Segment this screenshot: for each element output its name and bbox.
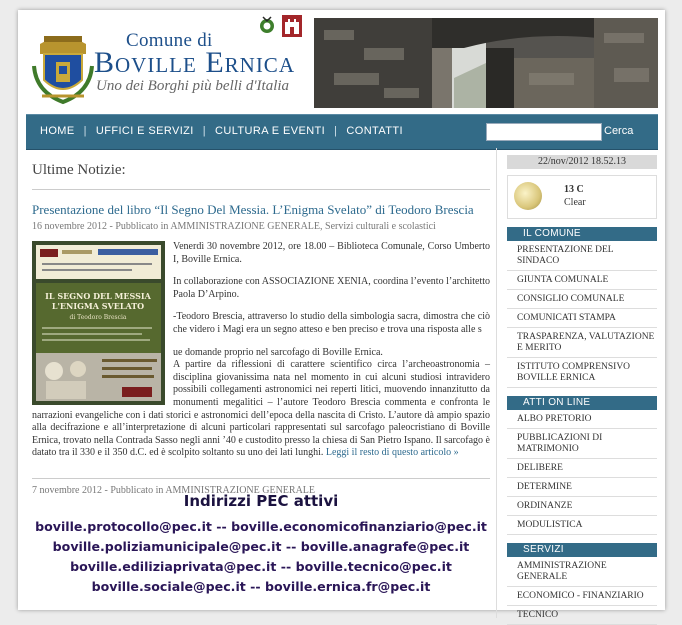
news-column (32, 162, 490, 496)
pec-addresses-banner (32, 492, 490, 597)
svg-text:IL SEGNO DEL MESSIA: IL SEGNO DEL MESSIA (45, 291, 151, 301)
sidebar-item[interactable]: COMUNICATI STAMPA (507, 309, 657, 328)
sidebar-section-title: IL COMUNE (507, 227, 657, 241)
sidebar-item[interactable]: PRESENTAZIONE DEL SINDACO (507, 241, 657, 271)
nav-menu (40, 125, 403, 137)
nav-separator: | (334, 125, 338, 137)
sidebar-item[interactable]: CONSIGLIO COMUNALE (507, 290, 657, 309)
pec-line[interactable]: boville.sociale@pec.it -- boville.ernica.fr@pec.it (91, 579, 431, 594)
sidebar-item[interactable]: MODULISTICA (507, 516, 657, 535)
nav-item-contatti[interactable]: CONTATTI (346, 125, 403, 137)
search-input[interactable] (486, 123, 602, 141)
sidebar-item[interactable]: ALBO PRETORIO (507, 410, 657, 429)
sidebar-item[interactable]: DELIBERE (507, 459, 657, 478)
search-button[interactable]: Cerca (604, 125, 634, 137)
sidebar-item[interactable]: AMMINISTRAZIONE GENERALE (507, 557, 657, 587)
sidebar-item[interactable]: TECNICO (507, 606, 657, 625)
divider (32, 189, 490, 190)
svg-text:L'ENIGMA SVELATO: L'ENIGMA SVELATO (51, 301, 145, 311)
sidebar-item[interactable]: TRASPARENZA, VALUTAZIONE E MERITO (507, 328, 657, 358)
news-section-title: Ultime Notizie: (32, 162, 126, 178)
sidebar (507, 155, 657, 625)
post-meta: 16 novembre 2012 - Pubblicato in AMMINISTRAZIONE GENERALE, Servizi culturali e scolastici (32, 221, 436, 232)
coat-of-arms-icon[interactable] (32, 26, 94, 106)
weather-temperature: 13 C (564, 184, 584, 195)
date-time-display: 22/nov/2012 18.52.13 (507, 155, 657, 169)
post-paragraph: ue domande proprio nel sarcofago di Boville Ernica. (173, 346, 383, 358)
divider (32, 478, 490, 479)
weather-clear-icon (514, 182, 542, 210)
site-tagline: Uno dei Borghi più belli d'Italia (96, 78, 290, 94)
post-paragraph: In collaborazione con ASSOCIAZIONE XENIA, coordina l’evento l’architetto Paola D’Arpino. (173, 276, 490, 300)
nav-item-uffici-servizi[interactable]: UFFICI E SERVIZI (95, 125, 194, 137)
nav-separator: | (202, 125, 207, 137)
post-body (32, 241, 490, 460)
post-paragraph: Venerdì 30 novembre 2012, ore 18.00 – Biblioteca Comunale, Corso Umberto I, Boville Ernica. (173, 241, 490, 265)
weather-condition: Clear (564, 197, 586, 208)
column-divider (496, 148, 497, 618)
svg-text:di Teodoro Brescia: di Teodoro Brescia (69, 314, 127, 321)
site-header (18, 10, 665, 120)
sidebar-section-title: ATTI ON LINE (507, 396, 657, 410)
sidebar-item[interactable]: ORDINANZE (507, 497, 657, 516)
pec-line[interactable]: boville.ediliziaprivata@pec.it -- boville.tecnico@pec.it (70, 559, 452, 574)
post-paragraph: -Teodoro Brescia, attraverso lo studio della simbologia sacra, dimostra che ciò che videro i Magi era un segno atteso e ben preciso e trova una risposta alle s (173, 311, 490, 335)
sidebar-section-il-comune (507, 227, 657, 388)
pec-title: Indirizzi PEC attivi (183, 492, 339, 510)
pec-line[interactable]: boville.poliziamunicipale@pec.it -- boville.anagrafe@pec.it (52, 539, 470, 554)
book-poster-image[interactable] (32, 241, 165, 405)
read-more-link[interactable]: Leggi il resto di questo articolo » (325, 447, 459, 459)
sidebar-section-title: SERVIZI (507, 543, 657, 557)
sidebar-item[interactable]: PUBBLICAZIONI DI MATRIMONIO (507, 429, 657, 459)
sidebar-section-servizi (507, 543, 657, 625)
sidebar-item[interactable]: ISTITUTO COMPRENSIVO BOVILLE ERNICA (507, 358, 657, 388)
sidebar-item[interactable]: DETERMINE (507, 478, 657, 497)
header-photo (314, 18, 658, 108)
nav-separator: | (83, 125, 87, 137)
borghi-badge-icon[interactable] (258, 14, 276, 40)
site-title-line1[interactable]: Comune di (126, 30, 213, 51)
post-text: A partire da riflessioni di carattere scientifico circa l’archeoastronomia – disciplina giovanissima nata nel momento in cui alcuni studiosi intravidero possibili collegamenti astronomici nei reperti litici, muovendo innanzitutto da monumenti megalitici – l’autore Teodoro Brescia commenta e confronta le narrazioni evangeliche con i dati storici e astronomici dell’epoca della nascita di Cristo. L’autore dà ampio spazio alla decifrazione e all’interpretazione di alcuni particolari rappresentati sul sarcofago paleocristiano di Boville Ernica, trovato nella Contrada Sasso negli anni ’40 e custodito presso la chiesa di San Pietro Ispano. Il sarcofago è datato tra il 330 e il 350 d.C. ed è scolpito soltanto su uno dei lati lunghi. (32, 359, 490, 459)
nav-item-home[interactable]: HOME (40, 125, 75, 137)
main-navigation (26, 114, 658, 150)
sidebar-item[interactable]: ECONOMICO - FINANZIARIO (507, 587, 657, 606)
weather-widget (507, 175, 657, 219)
sidebar-item[interactable]: GIUNTA COMUNALE (507, 271, 657, 290)
sidebar-section-atti-on-line (507, 396, 657, 535)
castle-badge-icon[interactable] (281, 14, 303, 38)
post-title-link[interactable]: Presentazione del libro “Il Segno Del Messia. L’Enigma Svelato” di Teodoro Brescia (32, 202, 474, 217)
page (18, 10, 665, 620)
post-meta: 7 novembre 2012 - Pubblicato in AMMINISTRAZIONE GENERALE (32, 484, 316, 496)
site-title-line2[interactable]: Boville Ernica (94, 46, 295, 79)
pec-line[interactable]: boville.protocollo@pec.it -- boville.economicofinanziario@pec.it (35, 519, 487, 534)
nav-item-cultura-eventi[interactable]: CULTURA E EVENTI (215, 125, 326, 137)
